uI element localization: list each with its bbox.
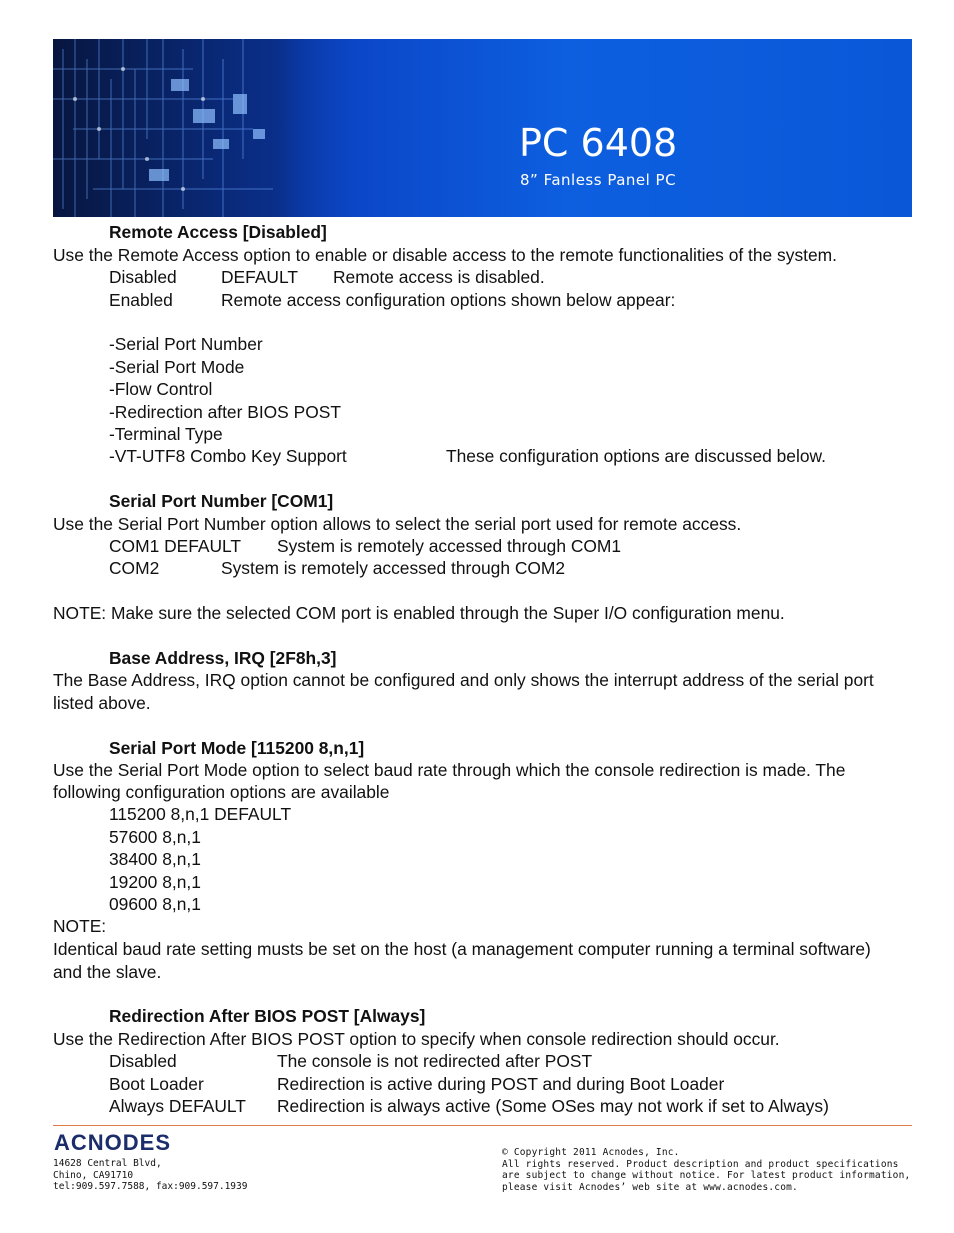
base-address-desc: listed above.	[53, 693, 151, 713]
remote-access-heading: Remote Access [Disabled]	[109, 222, 327, 242]
list-item: -VT-UTF8 Combo Key Support	[109, 446, 347, 466]
list-item: 115200 8,n,1 DEFAULT	[109, 804, 292, 824]
product-subtitle: 8” Fanless Panel PC	[520, 171, 677, 189]
note: Identical baud rate setting musts be set on the host (a management computer running a terminal software)	[53, 939, 871, 959]
base-address-desc: The Base Address, IRQ option cannot be configured and only shows the interrupt address of the serial port	[53, 670, 874, 690]
redirection-desc: Use the Redirection After BIOS POST option to specify when console redirection should occur.	[53, 1029, 780, 1049]
option-label: COM1 DEFAULT	[109, 536, 242, 556]
circuit-board-image	[53, 39, 373, 217]
option-label: Always DEFAULT	[109, 1096, 246, 1116]
base-address-heading: Base Address, IRQ [2F8h,3]	[109, 648, 337, 668]
option-desc: System is remotely accessed through COM1	[277, 536, 622, 556]
remote-access-desc: Use the Remote Access option to enable or disable access to the remote functionalities of the system.	[53, 245, 837, 265]
serial-port-mode-desc: Use the Serial Port Mode option to select baud rate through which the console redirection is made. The	[53, 760, 846, 780]
serial-port-number-heading: Serial Port Number [COM1]	[109, 491, 334, 511]
option-desc: Remote access is disabled.	[333, 267, 545, 287]
option-desc: Remote access configuration options shown below appear:	[221, 290, 676, 310]
company-address	[53, 1158, 247, 1193]
option-desc: System is remotely accessed through COM2	[221, 558, 566, 578]
address-line: tel:909.597.7588, fax:909.597.1939	[53, 1181, 248, 1192]
list-item: -Redirection after BIOS POST	[109, 402, 341, 422]
serial-port-number-desc: Use the Serial Port Number option allows to select the serial port used for remote access.	[53, 514, 742, 534]
header-banner	[53, 39, 912, 217]
redirection-heading: Redirection After BIOS POST [Always]	[109, 1006, 426, 1026]
list-item: 38400 8,n,1	[109, 849, 201, 869]
items-note: These configuration options are discussed below.	[446, 446, 826, 466]
default-tag: DEFAULT	[221, 267, 298, 287]
list-item: 09600 8,n,1	[109, 894, 201, 914]
acnodes-logo	[54, 1130, 210, 1154]
option-label: COM2	[109, 558, 160, 578]
address-line: Chino, CA91710	[53, 1169, 134, 1181]
footer-divider	[53, 1125, 912, 1126]
list-item: 57600 8,n,1	[109, 827, 201, 847]
note-label: NOTE:	[53, 916, 107, 936]
list-item: -Serial Port Mode	[109, 357, 245, 377]
option-label: Boot Loader	[109, 1074, 204, 1094]
option-desc: Redirection is always active (Some OSes may not work if set to Always)	[277, 1096, 829, 1116]
list-item: -Serial Port Number	[109, 334, 263, 354]
copyright-line: © Copyright 2011 Acnodes, Inc.	[502, 1147, 680, 1158]
copyright-line: All rights reserved. Product description and product specifications	[502, 1158, 899, 1170]
option-desc: The console is not redirected after POST	[277, 1051, 593, 1071]
note: and the slave.	[53, 962, 162, 982]
serial-port-mode-desc: following configuration options are available	[53, 782, 390, 802]
list-item: 19200 8,n,1	[109, 872, 201, 892]
product-title: PC 6408	[519, 121, 678, 165]
address-line: 14628 Central Blvd,	[53, 1158, 162, 1169]
copyright-notice	[502, 1147, 910, 1193]
copyright-line: please visit Acnodes’ web site at www.acnodes.com.	[502, 1181, 798, 1193]
logo-text: ACNODES	[54, 1130, 172, 1154]
option-desc: Redirection is active during POST and during Boot Loader	[277, 1074, 725, 1094]
serial-port-mode-heading: Serial Port Mode [115200 8,n,1]	[109, 738, 365, 758]
note: NOTE: Make sure the selected COM port is enabled through the Super I/O configuration menu.	[53, 603, 785, 623]
option-label: Enabled	[109, 290, 173, 310]
copyright-line: are subject to change without notice. For latest product information,	[502, 1170, 911, 1181]
list-item: -Terminal Type	[109, 424, 223, 444]
option-label: Disabled	[109, 267, 177, 287]
option-label: Disabled	[109, 1051, 177, 1071]
list-item: -Flow Control	[109, 379, 213, 399]
